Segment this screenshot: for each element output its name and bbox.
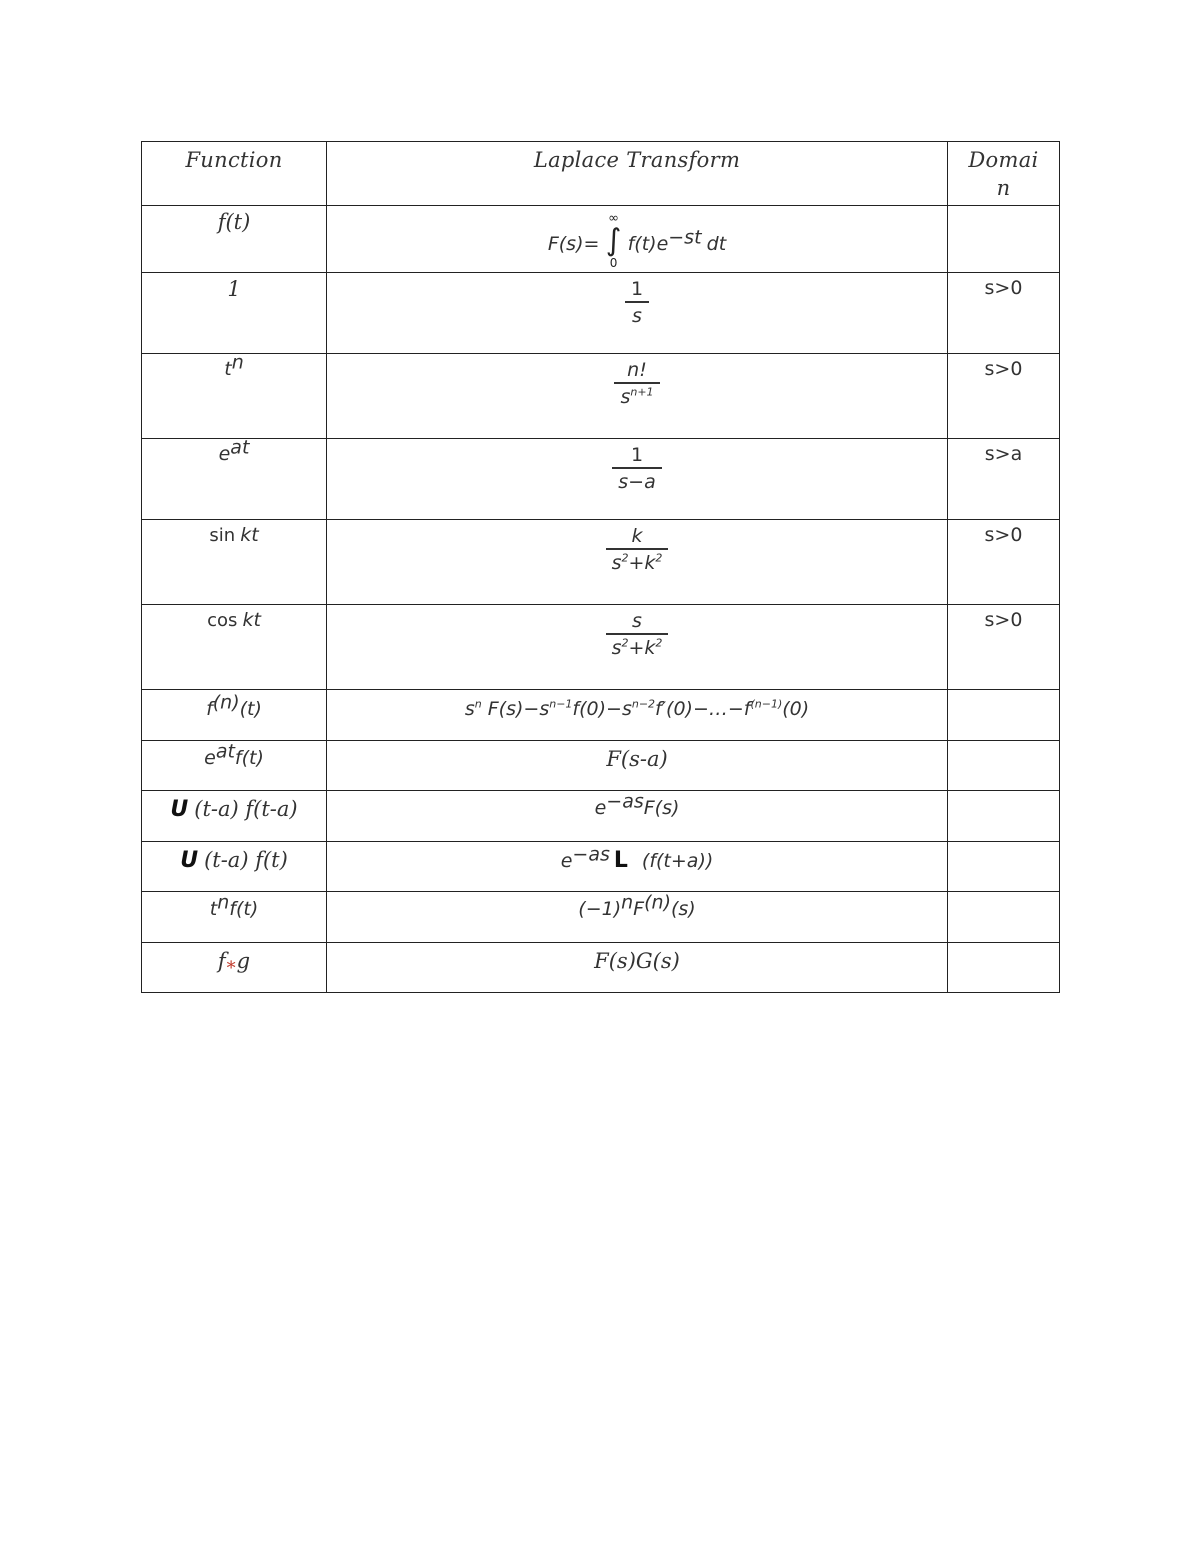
transform-cell <box>327 892 948 943</box>
fraction-numerator: 1 <box>625 277 649 303</box>
function-exponent: at <box>230 436 250 459</box>
transform-cell: F(s)G(s) <box>327 943 948 993</box>
function-cell: f(t) <box>142 206 327 273</box>
transform-base: e <box>560 850 573 872</box>
domain-cell: s>0 <box>948 520 1060 605</box>
header-function: Function <box>142 142 327 206</box>
function-base: e <box>204 747 216 769</box>
header-domain <box>948 142 1060 206</box>
transform-part: (s) <box>670 898 696 920</box>
denominator-exponent: 2 <box>655 636 663 650</box>
transform-cell <box>327 439 948 520</box>
function-variable: kt <box>242 609 261 631</box>
fraction-numerator: k <box>606 524 669 550</box>
table-row <box>142 892 1060 943</box>
laplace-transform-table <box>141 141 1060 993</box>
fraction-denominator <box>614 384 659 410</box>
denominator-base: s <box>620 386 631 408</box>
transform-cell <box>327 273 948 354</box>
function-prefix: cos <box>207 610 238 631</box>
fraction-numerator: s <box>606 609 669 635</box>
domain-cell <box>948 690 1060 741</box>
domain-cell <box>948 206 1060 273</box>
laplace-operator-symbol: L <box>613 848 628 873</box>
header-domain-line2: n <box>996 176 1011 200</box>
function-cell <box>142 351 327 439</box>
transform-exponent: n <box>621 891 634 914</box>
denominator-exponent: 2 <box>621 551 629 565</box>
transform-cell <box>327 690 948 741</box>
transform-part: f(0)−s <box>572 698 632 720</box>
table-row <box>142 520 1060 605</box>
header-domain-line1: Domai <box>968 148 1039 172</box>
transform-integrand: f(t)e <box>627 233 669 255</box>
function-base: f <box>206 698 213 720</box>
unit-step-symbol: U <box>170 797 189 822</box>
denominator-exponent: n+1 <box>630 385 654 399</box>
function-rest: (t-a) f(t) <box>204 848 288 872</box>
domain-cell <box>948 741 1060 791</box>
function-cell <box>142 741 327 791</box>
fraction-denominator <box>606 550 669 576</box>
transform-cell: F(s-a) <box>327 741 948 791</box>
table-row <box>142 791 1060 842</box>
table-row <box>142 605 1060 690</box>
denominator-term: +k <box>628 552 656 574</box>
transform-exponent: n−1 <box>549 697 573 711</box>
transform-cell <box>327 520 948 605</box>
fraction-denominator: s−a <box>618 471 656 493</box>
transform-exponent: n−2 <box>631 697 656 711</box>
header-laplace-transform: Laplace Transform <box>327 142 948 206</box>
domain-cell <box>948 791 1060 842</box>
fraction-numerator: n! <box>614 358 659 384</box>
function-base: e <box>218 443 231 465</box>
transform-cell <box>327 206 948 273</box>
transform-part: f′(0)−…−f <box>655 698 751 720</box>
table-row <box>142 273 1060 354</box>
transform-exponent: (n) <box>644 891 671 914</box>
denominator-term: +k <box>628 637 656 659</box>
function-exponent: n <box>231 351 244 374</box>
function-exponent: at <box>215 740 235 763</box>
transform-cell <box>327 354 948 439</box>
transform-part: F <box>633 898 645 920</box>
integral-upper-limit: ∞ <box>608 211 619 226</box>
table-header-row <box>142 142 1060 206</box>
transform-part: F(s)−s <box>487 698 550 720</box>
table-row <box>142 206 1060 273</box>
function-cell <box>142 520 327 605</box>
table-row <box>142 690 1060 741</box>
function-exponent: (n) <box>212 691 240 714</box>
transform-rest: F(s) <box>643 797 680 819</box>
table-row <box>142 842 1060 892</box>
transform-part: (−1) <box>578 898 622 920</box>
function-cell <box>142 791 327 842</box>
fraction <box>625 277 649 329</box>
function-cell <box>142 605 327 690</box>
fraction <box>612 443 661 495</box>
function-base: t <box>224 358 232 380</box>
transform-exponent: −as <box>572 843 610 866</box>
convolution-icon: ⁎ <box>226 952 236 973</box>
fraction <box>606 609 669 661</box>
transform-rest: (f(t+a)) <box>641 850 714 872</box>
transform-cell <box>327 842 948 892</box>
fraction-numerator: 1 <box>612 443 661 469</box>
function-cell: 1 <box>142 273 327 354</box>
function-f: f <box>217 949 226 973</box>
function-exponent: n <box>217 891 230 914</box>
table-row <box>142 741 1060 791</box>
function-argument: (t) <box>239 698 262 720</box>
table-row <box>142 439 1060 520</box>
table-row <box>142 943 1060 993</box>
domain-cell: s>0 <box>948 605 1060 690</box>
transform-cell <box>327 605 948 690</box>
function-cell <box>142 892 327 943</box>
table-row <box>142 354 1060 439</box>
transform-exponent: n <box>474 697 482 711</box>
function-base: t <box>209 898 218 920</box>
denominator-exponent: 2 <box>655 551 663 565</box>
domain-cell <box>948 943 1060 993</box>
fraction-denominator <box>606 635 669 661</box>
transform-part: (0) <box>782 698 810 720</box>
fraction <box>606 524 669 576</box>
domain-cell: s>a <box>948 439 1060 520</box>
function-prefix: sin <box>209 525 236 546</box>
function-cell <box>142 690 327 741</box>
denominator-term: s <box>611 637 622 659</box>
transform-differential: dt <box>706 233 727 255</box>
transform-exponent: (n−1) <box>750 697 783 711</box>
function-g: g <box>236 949 251 973</box>
transform-part: s <box>464 698 475 720</box>
domain-cell <box>948 842 1060 892</box>
function-cell <box>142 842 327 892</box>
transform-cell <box>327 791 948 842</box>
fraction <box>614 358 659 410</box>
fraction-denominator: s <box>632 305 642 327</box>
domain-cell: s>0 <box>948 273 1060 354</box>
integral-lower-limit: 0 <box>609 256 618 270</box>
function-argument: f(t) <box>234 747 264 769</box>
denominator-term: s <box>611 552 622 574</box>
domain-cell: s>0 <box>948 354 1060 439</box>
transform-exponent: −st <box>668 226 702 249</box>
integral-icon: ∞ ∫ 0 <box>605 211 622 270</box>
function-cell <box>142 436 327 520</box>
transform-exponent: −as <box>606 790 644 813</box>
transform-base: e <box>594 797 607 819</box>
unit-step-symbol: U <box>180 848 199 873</box>
denominator-exponent: 2 <box>621 636 629 650</box>
domain-cell <box>948 892 1060 943</box>
function-rest: (t-a) f(t-a) <box>194 797 298 821</box>
transform-lhs: F(s)= <box>547 233 600 255</box>
function-cell <box>142 943 327 993</box>
function-variable: kt <box>240 524 259 546</box>
function-argument: f(t) <box>229 898 259 920</box>
